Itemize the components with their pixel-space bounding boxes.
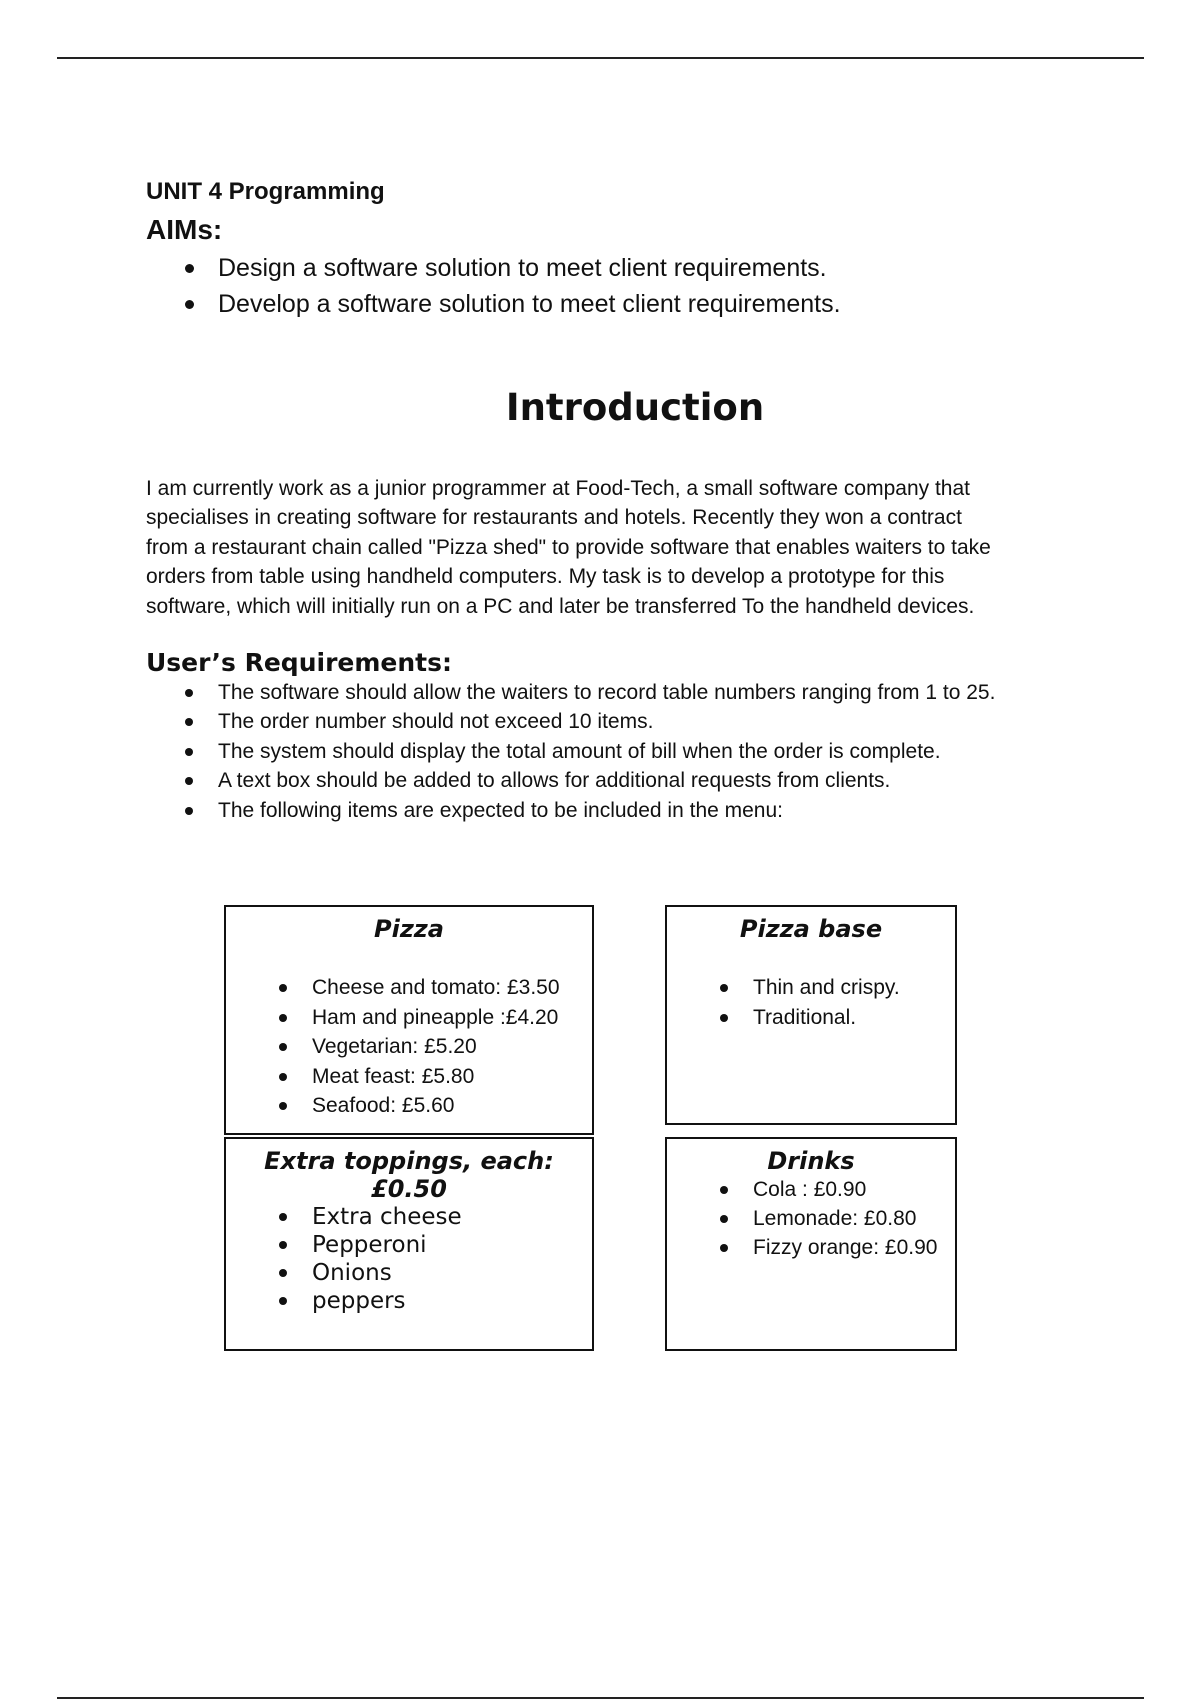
requirement-item: The software should allow the waiters to record table numbers ranging from 1 to 25. bbox=[146, 678, 995, 707]
extra-toppings-list bbox=[226, 1203, 592, 1315]
intro-line: orders from table using handheld computers. My task is to develop a prototype for this bbox=[146, 565, 945, 589]
intro-line: software, which will initially run on a PC and later be transferred To the handheld devices. bbox=[146, 594, 975, 618]
requirements-heading: User’s Requirements: bbox=[146, 648, 452, 677]
aim-item: Develop a software solution to meet client requirements. bbox=[146, 286, 841, 322]
pizza-base-list bbox=[667, 973, 955, 1032]
introduction-paragraph bbox=[146, 474, 1066, 621]
requirement-item: The following items are expected to be included in the menu: bbox=[146, 796, 995, 825]
introduction-heading: Introduction bbox=[505, 386, 765, 429]
drinks-list bbox=[667, 1175, 955, 1262]
pizza-item: Cheese and tomato: £3.50 bbox=[226, 973, 592, 1003]
intro-line: from a restaurant chain called "Pizza shed" to provide software that enables waiters to take bbox=[146, 535, 991, 559]
pizza-base-title: Pizza base bbox=[739, 915, 883, 943]
pizza-list bbox=[226, 973, 592, 1121]
top-rule bbox=[57, 57, 1144, 59]
extra-toppings-menu-box bbox=[224, 1137, 594, 1351]
aims-list bbox=[146, 250, 841, 322]
extra-toppings-title bbox=[226, 1147, 592, 1203]
requirement-item: The system should display the total amount of bill when the order is complete. bbox=[146, 737, 995, 766]
pizza-base-item: Traditional. bbox=[667, 1003, 955, 1033]
topping-item: Pepperoni bbox=[226, 1231, 592, 1259]
extra-toppings-title-line1: Extra toppings, each: bbox=[264, 1147, 554, 1175]
pizza-base-menu-box bbox=[665, 905, 957, 1125]
bottom-rule bbox=[57, 1697, 1144, 1699]
drink-item: Cola : £0.90 bbox=[667, 1175, 955, 1204]
pizza-base-item: Thin and crispy. bbox=[667, 973, 955, 1003]
drink-item: Fizzy orange: £0.90 bbox=[667, 1233, 955, 1262]
aims-heading: AIMs: bbox=[146, 214, 223, 245]
drinks-menu-box bbox=[665, 1137, 957, 1351]
drink-item: Lemonade: £0.80 bbox=[667, 1204, 955, 1233]
pizza-menu-box bbox=[224, 905, 594, 1135]
unit-title: UNIT 4 Programming bbox=[146, 178, 385, 205]
requirements-list bbox=[146, 678, 995, 825]
pizza-item: Ham and pineapple :£4.20 bbox=[226, 1003, 592, 1033]
aim-item: Design a software solution to meet client requirements. bbox=[146, 250, 841, 286]
topping-item: peppers bbox=[226, 1287, 592, 1315]
intro-line: specialises in creating software for restaurants and hotels. Recently they won a contract bbox=[146, 506, 962, 530]
extra-toppings-price: £0.50 bbox=[371, 1175, 447, 1203]
pizza-item: Vegetarian: £5.20 bbox=[226, 1032, 592, 1062]
intro-line: I am currently work as a junior programmer at Food-Tech, a small software company that bbox=[146, 477, 970, 500]
pizza-title: Pizza bbox=[374, 915, 444, 943]
topping-item: Extra cheese bbox=[226, 1203, 592, 1231]
requirement-item: The order number should not exceed 10 items. bbox=[146, 707, 995, 736]
drinks-title: Drinks bbox=[767, 1147, 855, 1175]
pizza-item: Seafood: £5.60 bbox=[226, 1091, 592, 1121]
pizza-item: Meat feast: £5.80 bbox=[226, 1062, 592, 1092]
requirement-item: A text box should be added to allows for additional requests from clients. bbox=[146, 766, 995, 795]
topping-item: Onions bbox=[226, 1259, 592, 1287]
